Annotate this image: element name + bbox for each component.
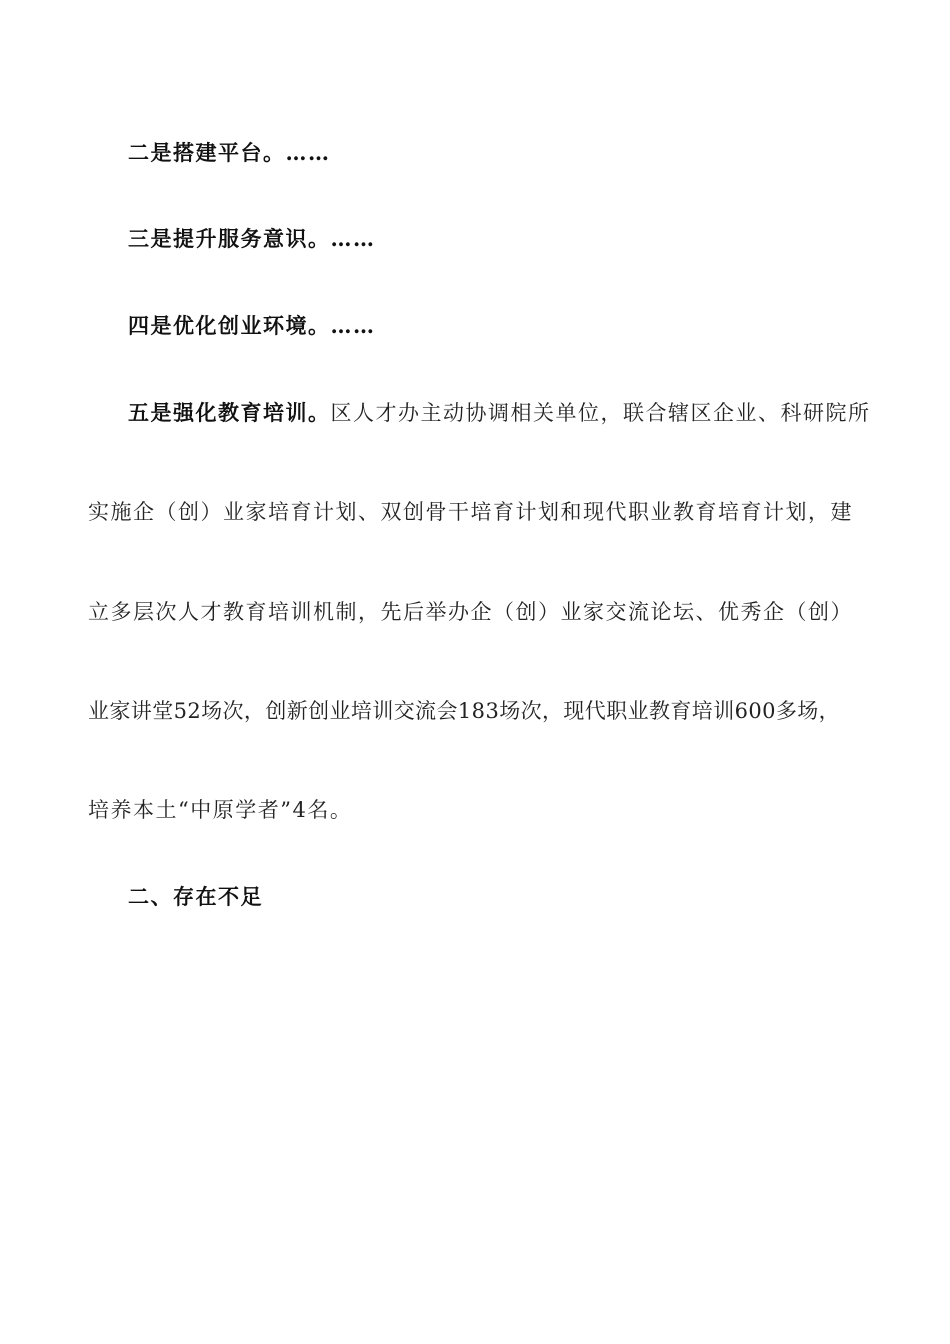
paragraph-education-training-line-1	[128, 398, 871, 428]
paragraph-entrepreneurship-environment: 四是优化创业环境。……	[128, 313, 376, 338]
paragraph-platform: 二是搭建平台。……	[128, 140, 331, 165]
paragraph-education-training-line-2: 实施企（创）业家培育计划、双创骨干培育计划和现代职业教育培育计划，建	[88, 500, 853, 524]
section-heading-shortcomings: 二、存在不足	[128, 884, 263, 909]
paragraph-education-training-lead: 五是强化教育培训。	[128, 400, 331, 425]
paragraph-education-training-text-1: 区人才办主动协调相关单位，联合辖区企业、科研院所	[330, 401, 871, 425]
paragraph-service-awareness: 三是提升服务意识。……	[128, 226, 376, 251]
paragraph-education-training-line-4: 业家讲堂52场次，创新创业培训交流会183场次，现代职业教育培训600多场，	[88, 699, 841, 723]
paragraph-education-training-line-3: 立多层次人才教育培训机制，先后举办企（创）业家交流论坛、优秀企（创）	[88, 600, 853, 624]
paragraph-education-training-line-5: 培养本土“中原学者”4名。	[88, 798, 353, 822]
